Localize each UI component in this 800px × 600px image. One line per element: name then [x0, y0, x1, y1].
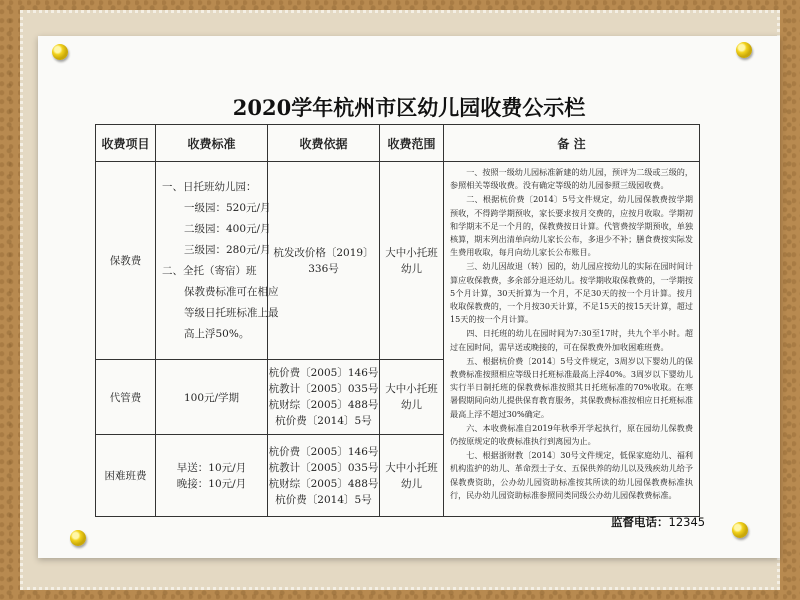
fee-scope-cell — [380, 360, 444, 435]
standard-line: 保教费标准可在相应 — [184, 285, 279, 298]
scope-line: 幼儿 — [401, 262, 422, 275]
standard-line: 三级园：280元/月 — [184, 243, 271, 256]
header-notes: 备 注 — [444, 125, 700, 162]
note-paragraph: 三、幼儿因故退（转）园的，幼儿园应按幼儿的实际在园时间计算应收保教费，多余部分退还幼儿。按学期收取保教费的，一学期按5个月计算，30天折算为一个月，不足30天的按一个月计算。按月收取保教费的，一个月按30天计算，不足15天的按15天计算，超过15天的按一个月计算。 — [450, 261, 693, 325]
fee-standard-cell — [156, 360, 268, 435]
note-paragraph: 四、日托班的幼儿在园时间为7:30至17时，共九个半小时。超过在园时间，需早送或晚接的，可在保教费外加收困难班费。 — [450, 328, 693, 352]
fee-scope-cell — [380, 162, 444, 360]
fee-table — [95, 124, 700, 517]
basis-line: 杭价费〔2014〕5号 — [275, 415, 372, 427]
notice-title: 2020学年杭州市区幼儿园收费公示栏 — [232, 95, 586, 120]
note-paragraph: 七、根据浙财教〔2014〕30号文件规定，低保家庭幼儿、福利机构监护的幼儿、革命烈士子女、五保供养的幼儿以及残疾幼儿给予保教费资助，公办幼儿园资助标准按其所读的幼儿园保教费标准执行，民办幼儿园资助标准参照同类同级公办幼儿园保教费标准。 — [450, 450, 693, 500]
pushpin-icon — [736, 42, 752, 58]
basis-line: 杭发改价格〔2019〕336号 — [273, 246, 374, 275]
note-paragraph: 一、按照一级幼儿园标准新建的幼儿园，预评为二级或三级的，参照相关等级收费。没有确定等级的幼儿园参照三级园收费。 — [450, 167, 693, 191]
notes-cell — [444, 162, 700, 517]
standard-line: 100元/学期 — [183, 391, 240, 404]
monitor-label: 监督电话： — [611, 515, 669, 529]
standard-line: 一、日托班幼儿园： — [162, 180, 257, 193]
monitor-number: 12345 — [668, 515, 706, 529]
fee-basis-cell — [268, 360, 380, 435]
scope-line: 幼儿 — [401, 399, 422, 411]
pushpin-icon — [732, 522, 748, 538]
fee-item-cell: 代管费 — [96, 360, 156, 435]
standard-line: 晚接：10元/月 — [176, 477, 247, 490]
note-paragraph: 五、根据杭价费〔2014〕5号文件规定，3周岁以下婴幼儿的保教费标准按照相应等级日托班标准最高上浮40%。3周岁以下婴幼儿实行半日制托班的保教费标准按照其日托班标准的70%收取。在寒暑假期间向幼儿提供保育教育服务，其保教费标准按相应日托班标准最高上浮不超过30%确定。 — [450, 355, 693, 419]
fee-basis-cell — [268, 435, 380, 517]
basis-line: 杭价费〔2005〕146号 — [268, 445, 379, 458]
standard-line: 早送：10元/月 — [176, 461, 247, 474]
scope-line: 大中小托班 — [385, 246, 438, 259]
basis-line: 杭价费〔2014〕5号 — [275, 493, 372, 506]
header-basis: 收费依据 — [268, 125, 380, 162]
fee-standard-cell — [156, 435, 268, 517]
scope-line: 幼儿 — [401, 477, 422, 490]
pushpin-icon — [70, 530, 86, 546]
standard-line: 二、全托（寄宿）班 — [162, 264, 257, 277]
fee-scope-cell — [380, 435, 444, 517]
scope-line: 大中小托班 — [385, 461, 438, 474]
monitor-hotline — [611, 514, 705, 530]
fee-standard-cell — [156, 162, 279, 360]
header-scope: 收费范围 — [380, 125, 444, 162]
fee-basis-cell — [268, 162, 380, 360]
standard-line: 高上浮50%。 — [184, 327, 250, 340]
pushpin-icon — [52, 44, 68, 60]
header-standard: 收费标准 — [156, 125, 268, 162]
note-paragraph: 二、根据杭价费〔2014〕5号文件规定，幼儿园保教费按学期预收，不得跨学期预收，家长要求按月交费的，应按月收取。学期初和学期末不足一个月的，保教费按日计算。代管费按学期预收，单独核算，期末列出清单向幼儿家长公布，多退少不补；膳食费按实际发生费用收取，每月向幼儿家长公布账目。 — [450, 194, 693, 258]
header-item: 收费项目 — [96, 125, 156, 162]
basis-line: 杭财综〔2005〕488号 — [268, 477, 379, 490]
table-header-row — [96, 125, 700, 162]
basis-line: 杭价费〔2005〕146号 — [268, 367, 379, 379]
table-row — [96, 162, 700, 360]
standard-line: 一级园：520元/月 — [184, 201, 271, 214]
fee-item-cell: 保教费 — [96, 162, 156, 360]
scope-line: 大中小托班 — [385, 383, 438, 395]
standard-line: 二级园：400元/月 — [184, 222, 271, 235]
basis-line: 杭财综〔2005〕488号 — [268, 399, 379, 411]
basis-line: 杭教计〔2005〕035号 — [268, 461, 379, 474]
notice-paper — [38, 36, 780, 558]
note-paragraph: 六、本收费标准自2019年秋季开学起执行，原在园幼儿保教费仍按原规定的收费标准执行到离园为止。 — [450, 422, 693, 447]
basis-line: 杭教计〔2005〕035号 — [268, 383, 379, 395]
fee-item-cell: 困难班费 — [96, 435, 156, 517]
standard-line: 等级日托班标准上最 — [184, 306, 279, 319]
